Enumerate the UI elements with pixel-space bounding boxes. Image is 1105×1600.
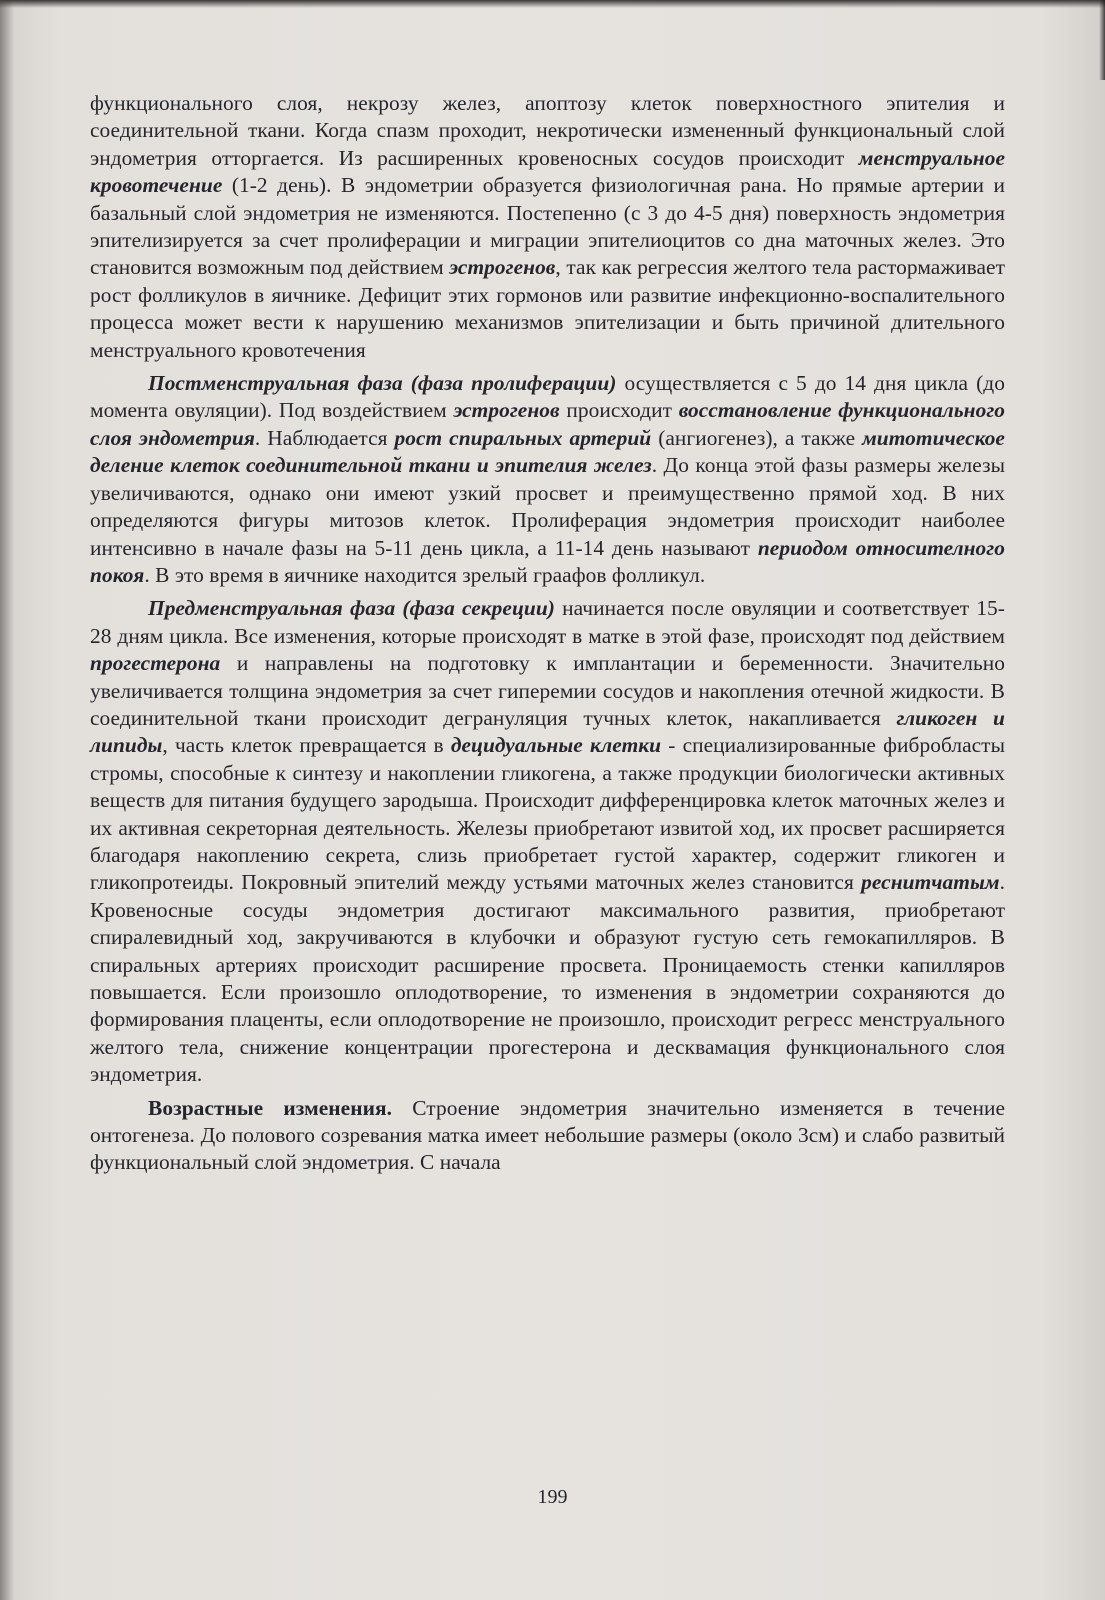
emphasis-term: реснитчатым: [861, 870, 1000, 895]
text-run: . Наблюдается: [254, 425, 395, 450]
text-run: . До конца этой фазы размеры железы увеличиваются, однако они имеют узкий просвет и преимущественно прямой ход. В них определяются фигуры митозов клеток. Пролиферация эндометрия происходит наиболее интенсивно в начале фазы на 5-11 день цикла, а 11-14 день называют: [90, 453, 1005, 560]
page-number: 199: [537, 1486, 568, 1508]
body-text: [90, 90, 1005, 1177]
emphasis-term: периодом относителного покоя: [90, 535, 1005, 587]
text-run: (1-2 день). В эндометрии образуется физиологичная рана. Но прямые артерии и базальный слой эндометрия не изменяются. Постепенно (с 3 до 4-5 дня) поверхность эндометрия эпителизируется за счет пролиферации и миграции эпителиоцитов со дна маточных желез. Это становится возможным под действием: [90, 173, 1005, 280]
paragraph-continuation: [90, 90, 1005, 364]
phase-heading: Предменструальная фаза (фаза секреции): [148, 596, 555, 621]
text-run: . Кровеносные сосуды эндометрия достигают максимального развития, приобретают спиралевидный ход, закручиваются в клубочки и образуют густую сеть гемокапилляров. В спиральных артериях происходит расширение просвета. Проницаемость стенки капилляров повышается. Если произошло оплодотворение, то изменения в эндометрии сохраняются до формирования плаценты, если оплодотворение не произошло, происходит регресс менструального желтого тела, снижение концентрации прогестерона и десквамация функционального слоя эндометрия.: [90, 870, 1005, 1087]
text-run: - специализированные фибробласты стромы, способные к синтезу и накоплении гликогена, а также продукции биологически активных веществ для питания будущего зародыша. Происходит дифференцировка клеток маточных желез и их активная секреторная деятельность. Железы приобретают извитой ход, их просвет расширяется благодаря накоплению секрета, слизь приобретает густой характер, содержит гликоген и гликопротеиды. Покровный эпителий между устьями маточных желез становится: [90, 733, 1005, 895]
text-run: , часть клеток превращается в: [162, 733, 451, 758]
emphasis-term: рост спиральных артерий: [394, 425, 652, 450]
emphasis-term: децидуальные клетки: [450, 733, 662, 758]
text-run: функционального слоя, некрозу желез, апоптозу клеток поверхностного эпителия и соединительной ткани. Когда спазм проходит, некротически измененный функциональный слой эндометрия отторгается. Из расширенных кровеносных сосудов происходит: [90, 91, 1005, 170]
paragraph-premenstrual-phase: [90, 595, 1005, 1088]
paragraph-postmenstrual-phase: [90, 370, 1005, 589]
text-run: (ангиогенез), а также: [651, 425, 863, 450]
emphasis-term: менструальное кровотечение: [90, 145, 1005, 198]
emphasis-term: гликоген и липиды: [90, 705, 1005, 758]
scan-right-edge: [1099, 0, 1105, 80]
section-heading: Возрастные изменения.: [148, 1095, 392, 1120]
text-run: начинается после овуляции и соответствует 15-28 дням цикла. Все изменения, которые происходят в матке в этой фазе, происходят под действием: [90, 596, 1005, 648]
scan-top-shadow: [0, 0, 1105, 8]
emphasis-term: эстрогенов: [449, 255, 556, 280]
emphasis-term: митотическое деление клеток соединительной ткани и эпителия желез: [90, 425, 1005, 478]
text-run: , так как регрессия желтого тела растормаживает рост фолликулов в яичнике. Дефицит этих гормонов или развитие инфекционно-воспалительного процесса может вести к нарушению механизмов эпителизации и быть причиной длительного менструального кровотечения: [90, 255, 1005, 362]
scan-binding-shadow: [0, 0, 14, 1600]
text-run: происходит: [559, 398, 679, 423]
text-run: и направлены на подготовку к имплантации и беременности. Значительно увеличивается толщина эндометрия за счет гиперемии сосудов и накопления отечной жидкости. В соединительной ткани происходит дегрануляция тучных клеток, накапливается: [90, 651, 1005, 730]
text-run: Строение эндометрия значительно изменяется в течение онтогенеза. До полового созревания матка имеет небольшие размеры (около 3см) и слабо развитый функциональный слой эндометрия. С начала: [90, 1095, 1005, 1175]
phase-heading: Постменструальная фаза (фаза пролиферации): [148, 371, 617, 396]
emphasis-term: эстрогенов: [453, 398, 560, 423]
text-run: . В это время в яичнике находится зрелый граафов фолликул.: [144, 562, 706, 587]
emphasis-term: восстановление функционального слоя эндометрия: [90, 398, 1006, 450]
paragraph-age-changes: [90, 1095, 1005, 1177]
emphasis-term: прогестерона: [90, 651, 221, 676]
text-run: осуществляется с 5 до 14 дня цикла (до момента овуляции). Под воздействием: [90, 371, 1005, 423]
